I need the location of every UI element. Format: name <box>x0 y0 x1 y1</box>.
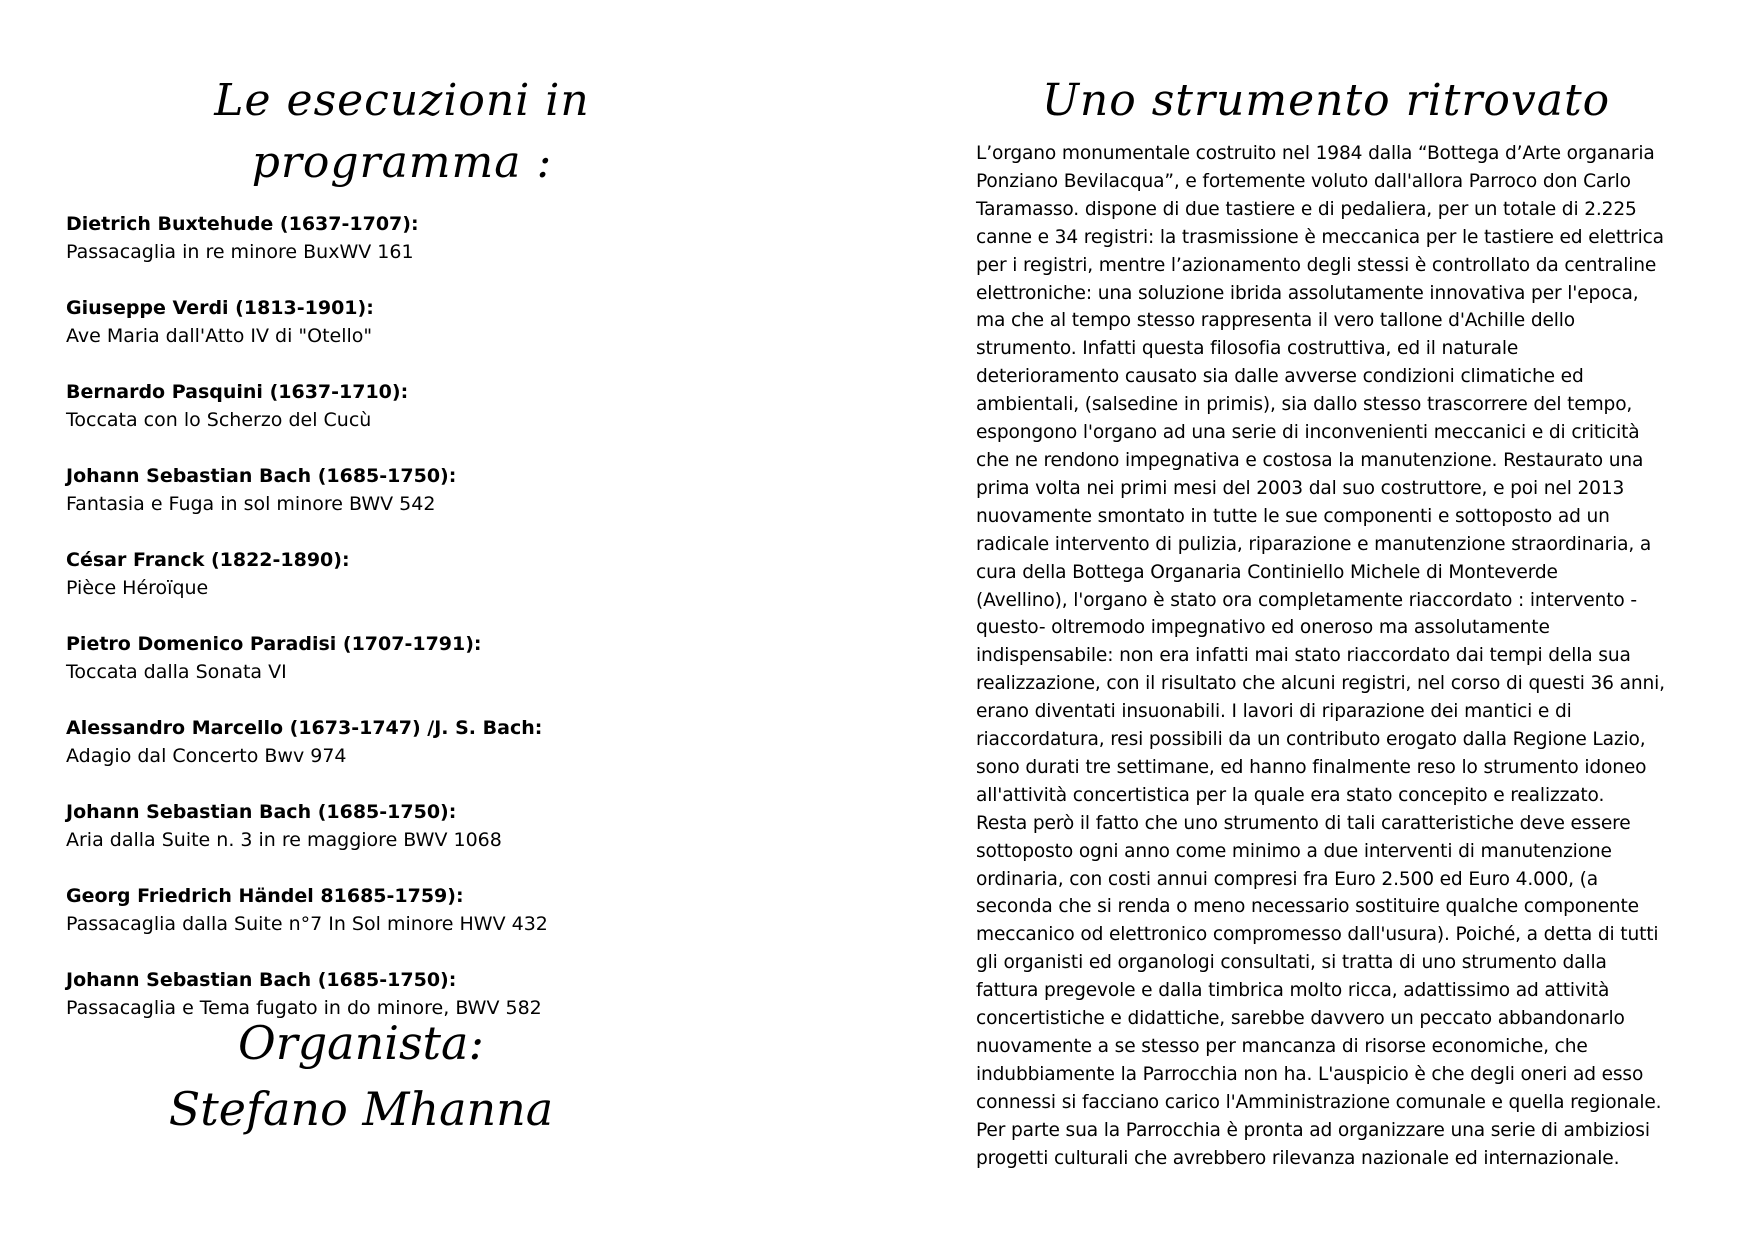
article-line: Resta però il fatto che uno strumento di tali caratteristiche deve essere <box>976 812 1631 834</box>
article-line: sottoposto ogni anno come minimo a due interventi di manutenzione <box>976 840 1612 862</box>
article-line: ma che al tempo stesso rappresenta il vero tallone d'Achille dello <box>976 310 1576 332</box>
article-line: ambientali, (salsedine in primis), sia dallo stesso trascorrere del tempo, <box>976 394 1633 416</box>
article-line: sono durati tre settimane, ed hanno finalmente reso lo strumento idoneo <box>976 756 1647 778</box>
composer-name: Johann Sebastian Bach (1685-1750): <box>66 801 457 823</box>
program-item <box>66 378 786 434</box>
article-title: Uno strumento ritrovato <box>1041 75 1611 126</box>
composer-name: Giuseppe Verdi (1813-1901): <box>66 297 374 319</box>
composer-name: Johann Sebastian Bach (1685-1750): <box>66 465 457 487</box>
article-line: L’organo monumentale costruito nel 1984 dalla “Bottega d’Arte organaria <box>976 143 1655 164</box>
article-line: strumento. Infatti questa filosofia costruttiva, ed il naturale <box>976 338 1519 360</box>
program-item <box>66 798 786 854</box>
program-list <box>66 210 786 1022</box>
article-line: ordinaria, con costi annui compresi fra Euro 2.500 ed Euro 4.000, (a <box>976 868 1598 890</box>
organist-name: Stefano Mhanna <box>168 1082 554 1136</box>
article-line: (Avellino), l'organo è stato ora completamente riaccordato : intervento - <box>976 589 1637 611</box>
article-line: erano diventati insuonabili. I lavori di riparazione dei mantici e di <box>976 701 1572 723</box>
piece-title: Adagio dal Concerto Bwv 974 <box>66 745 347 767</box>
article-line: radicale intervento di pulizia, riparazione e manutenzione straordinaria, a <box>976 533 1652 555</box>
program-item <box>66 714 786 770</box>
article-line: concertistiche e didattiche, sarebbe davvero un peccato abbandonarlo <box>976 1008 1625 1030</box>
article-line: progetti culturali che avrebbero rilevanza nazionale ed internazionale. <box>976 1147 1620 1169</box>
article-line: gli organisti ed organologi consultati, si tratta di uno strumento dalla <box>976 952 1607 974</box>
article-line: deterioramento causato sia dalle avverse condizioni climatiche ed <box>976 366 1584 388</box>
program-item <box>66 546 786 602</box>
composer-name: Alessandro Marcello (1673-1747) /J. S. Bach: <box>66 717 543 739</box>
program-item <box>66 294 786 350</box>
composer-name: Johann Sebastian Bach (1685-1750): <box>66 969 457 991</box>
article-line: canne e 34 registri: la trasmissione è meccanica per le tastiere ed elettrica <box>976 226 1664 248</box>
piece-title: Pièce Héroïque <box>66 577 209 599</box>
program-item <box>66 630 786 686</box>
composer-name: Pietro Domenico Paradisi (1707-1791): <box>66 633 482 655</box>
article-line: realizzazione, con il risultato che alcuni registri, nel corso di questi 36 anni, <box>976 673 1665 695</box>
piece-title: Passacaglia in re minore BuxWV 161 <box>66 241 414 263</box>
article-line: nuovamente a se stesso per mancanza di risorse economiche, che <box>976 1036 1588 1057</box>
piece-title: Aria dalla Suite n. 3 in re maggiore BWV 1068 <box>66 829 502 851</box>
piece-title: Toccata con lo Scherzo del Cucù <box>66 409 372 431</box>
article-line: nuovamente smontato in tutte le sue componenti e sottoposto ad un <box>976 505 1610 527</box>
article-line: fattura pregevole e dalla timbrica molto ricca, adattissimo ad attività <box>976 980 1610 1002</box>
article-line: questo- oltremodo impegnativo ed oneroso ma assolutamente <box>976 617 1550 639</box>
program-title: Le esecuzioni in programma : <box>214 75 590 188</box>
piece-title: Ave Maria dall'Atto IV di "Otello" <box>66 325 373 347</box>
program-item <box>66 210 786 266</box>
piece-title: Toccata dalla Sonata VI <box>66 661 287 683</box>
organist-block <box>66 1010 656 1142</box>
piece-title: Passacaglia dalla Suite n°7 In Sol minore HWV 432 <box>66 913 548 935</box>
program-item <box>66 882 786 938</box>
article-line: Per parte sua la Parrocchia è pronta ad organizzare una serie di ambiziosi <box>976 1119 1650 1141</box>
article-line: per i registri, mentre l’azionamento degli stessi è controllato da centraline <box>976 254 1657 276</box>
article-body <box>976 140 1676 1173</box>
article-line: indubbiamente la Parrocchia non ha. L'auspicio è che degli oneri ad esso <box>976 1063 1644 1085</box>
article-line: prima volta nei primi mesi del 2003 dal suo costruttore, e poi nel 2013 <box>976 477 1625 499</box>
program-item <box>66 462 786 518</box>
article-line: Ponziano Bevilacqua”, e fortemente voluto dall'allora Parroco don Carlo <box>976 170 1631 192</box>
article-line: meccanico od elettronico compromesso dall'usura). Poiché, a detta di tutti <box>976 924 1659 946</box>
article-line: elettroniche: una soluzione ibrida assolutamente innovativa per l'epoca, <box>976 282 1639 304</box>
article-line: cura della Bottega Organaria Continiello Michele di Monteverde <box>976 561 1558 583</box>
article-column <box>976 70 1676 1173</box>
article-line: seconda che si renda o meno necessario sostituire qualche componente <box>976 896 1639 918</box>
article-line: indispensabile: non era infatti mai stato riaccordato dai tempi della sua <box>976 645 1631 667</box>
composer-name: César Franck (1822-1890): <box>66 549 350 571</box>
program-column <box>66 70 786 1050</box>
article-line: all'attività concertistica per la quale era stato concepito e realizzato. <box>976 784 1605 806</box>
article-line: Taramasso. dispone di due tastiere e di pedaliera, per un totale di 2.225 <box>976 198 1637 220</box>
article-line: connessi si facciano carico l'Amministrazione comunale e quella regionale. <box>976 1091 1662 1113</box>
piece-title: Fantasia e Fuga in sol minore BWV 542 <box>66 493 436 515</box>
article-line: che ne rendono impegnativa e costosa la manutenzione. Restaurato una <box>976 449 1644 471</box>
article-line: riaccordatura, resi possibili da un contributo erogato dalla Regione Lazio, <box>976 729 1646 751</box>
composer-name: Dietrich Buxtehude (1637-1707): <box>66 213 419 235</box>
article-line: espongono l'organo ad una serie di inconvenienti meccanici e di criticità <box>976 422 1640 444</box>
composer-name: Georg Friedrich Händel 81685-1759): <box>66 885 464 907</box>
organist-label: Organista: <box>238 1016 484 1070</box>
composer-name: Bernardo Pasquini (1637-1710): <box>66 381 409 403</box>
piece-title: Passacaglia e Tema fugato in do minore, BWV 582 <box>66 997 542 1019</box>
